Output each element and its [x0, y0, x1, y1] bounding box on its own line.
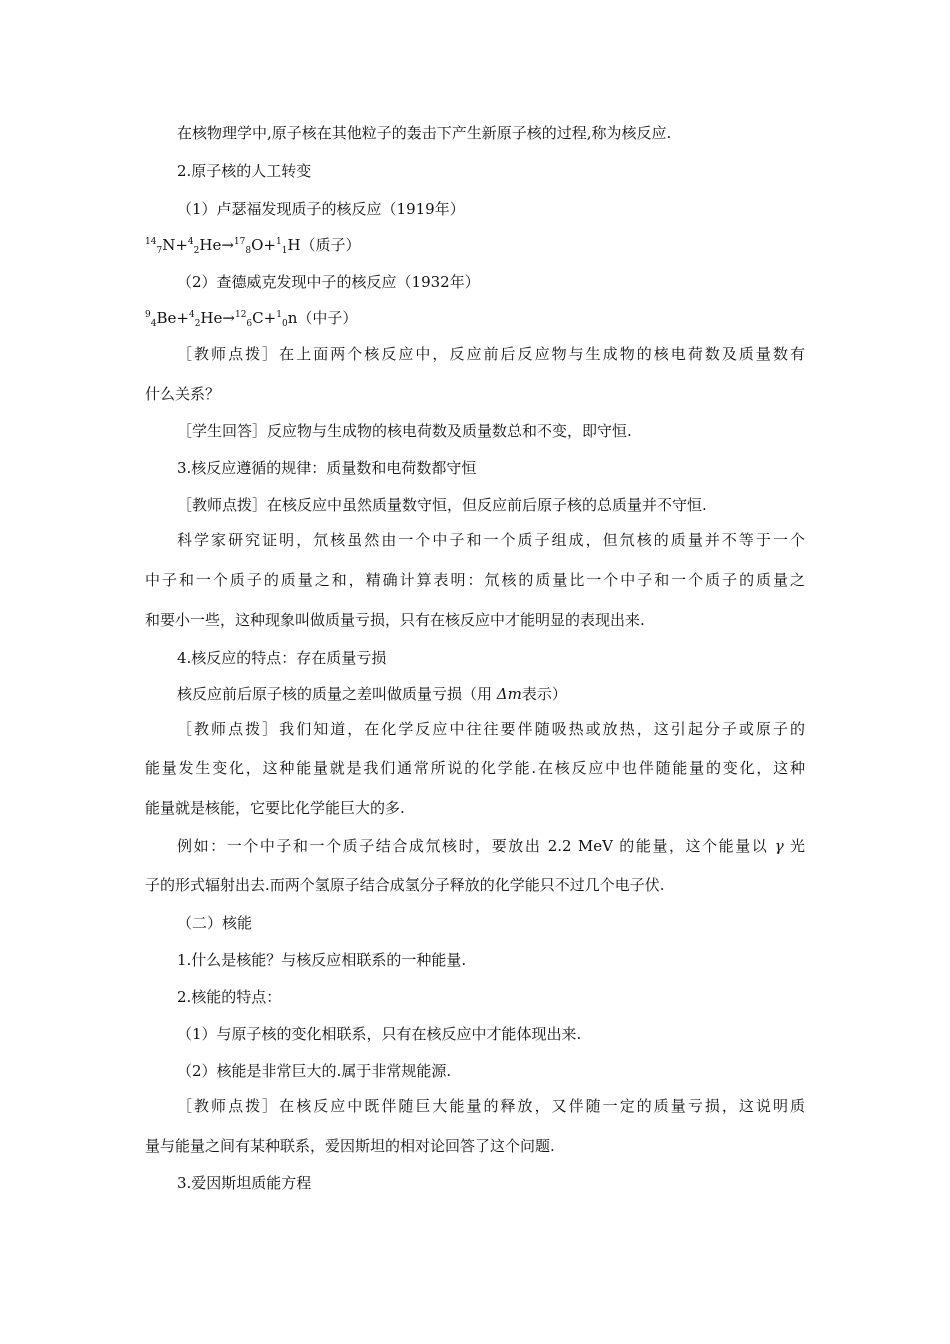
plus-sign: + — [263, 236, 276, 254]
teacher-note-einstein: ［教师点拨］在核反应中既伴随巨大能量的释放，又伴随一定的质量亏损，这说明质 — [177, 1097, 805, 1115]
example-deuteron-energy: 例如：一个中子和一个质子结合成氘核时，要放出 2.2 MeV 的能量，这个能量以 γ 光 — [177, 837, 805, 855]
plus-sign: + — [176, 309, 189, 327]
nuclide-symbol: O — [251, 236, 264, 254]
nuclide-atomic-number: 0 — [281, 319, 288, 329]
nuclide-symbol: He — [199, 236, 222, 254]
plus-sign: + — [263, 309, 277, 327]
item-chadwick-neutron: （2）查德威克发现中子的核反应（1932年） — [177, 273, 480, 291]
definition-mass-defect: 核反应前后原子核的质量之差叫做质量亏损（用 Δm表示） — [177, 685, 567, 703]
nuclide-symbol: He — [200, 309, 223, 327]
nuclide-mass-number: 1 — [275, 237, 282, 247]
paragraph-deuteron-cont1: 中子和一个质子的质量之和，精确计算表明：氘核的质量比一个中子和一个质子的质量之 — [145, 571, 805, 589]
nuclide-symbol: N — [162, 236, 176, 254]
nuclide-atomic-number: 4 — [150, 319, 157, 329]
item-rutherford-proton: （1）卢瑟福发现质子的核反应（1919年） — [177, 200, 465, 218]
teacher-note-energy: ［教师点拨］我们知道，在化学反应中往往要伴随吸热或放热，这引起分子或原子的 — [177, 720, 805, 738]
heading-artificial-transmutation: 2.原子核的人工转变 — [177, 162, 312, 180]
equation-note: （质子） — [300, 236, 361, 254]
delta-m-symbol: Δm — [496, 685, 522, 703]
paragraph-deuteron: 科学家研究证明，氘核虽然由一个中子和一个质子组成，但氘核的质量并不等于一个 — [177, 531, 805, 549]
nuclide-atomic-number: 2 — [194, 319, 201, 329]
nuclide-mass-number: 4 — [188, 310, 195, 320]
heading-nuclear-energy: （二）核能 — [177, 914, 253, 932]
heading-mass-defect: 4.核反应的特点：存在质量亏损 — [177, 649, 387, 667]
teacher-note-energy-cont1: 能量发生变化，这种能量就是我们通常所说的化学能.在核反应中也伴随能量的变化，这种 — [145, 759, 805, 777]
teacher-note-question: ［教师点拨］在上面两个核反应中，反应前后反应物与生成物的核电荷数及质量数有 — [177, 345, 805, 363]
plus-sign: + — [175, 236, 188, 254]
teacher-note-energy-cont2: 能量就是核能，它要比化学能巨大的多. — [145, 799, 405, 817]
item-what-is-nuclear-energy: 1.什么是核能？与核反应相联系的一种能量. — [177, 951, 467, 969]
nuclide-symbol: H — [287, 236, 301, 254]
heading-mass-energy-equation: 3.爱因斯坦质能方程 — [177, 1174, 312, 1192]
teacher-note-mass: ［教师点拨］在核反应中虽然质量数守恒，但反应前后原子核的总质量并不守恒. — [177, 496, 707, 514]
paragraph-deuteron-cont2: 和要小一些，这种现象叫做质量亏损，只有在核反应中才能明显的表现出来. — [145, 611, 645, 629]
nuclide-mass-number: 17 — [233, 237, 246, 247]
feature-1: （1）与原子核的变化相联系，只有在核反应中才能体现出来. — [177, 1025, 582, 1043]
nuclide-mass-number: 4 — [187, 237, 194, 247]
teacher-note-einstein-cont: 量与能量之间有某种联系，爱因斯坦的相对论回答了这个问题. — [145, 1137, 555, 1155]
feature-2: （2）核能是非常巨大的.属于非常规能源. — [177, 1062, 452, 1080]
gamma-symbol: γ — [774, 837, 784, 855]
nuclide-atomic-number: 8 — [245, 246, 252, 256]
reaction-arrow: → — [222, 309, 235, 327]
nuclide-atomic-number: 7 — [156, 246, 163, 256]
equation-note: （中子） — [297, 309, 358, 327]
nuclide-atomic-number: 2 — [193, 246, 200, 256]
nuclide-symbol: n — [287, 309, 298, 327]
nuclide-mass-number: 1 — [276, 310, 282, 320]
nuclide-mass-number: 12 — [234, 310, 247, 320]
equation-rutherford — [145, 235, 361, 255]
nuclide-atomic-number: 6 — [246, 319, 253, 329]
teacher-note-question-cont: 什么关系？ — [145, 385, 221, 403]
paragraph-nuclear-reaction-definition: 在核物理学中,原子核在其他粒子的轰击下产生新原子核的过程,称为核反应. — [177, 124, 672, 142]
item-nuclear-energy-features: 2.核能的特点： — [177, 988, 282, 1006]
nuclide-mass-number: 9 — [145, 310, 151, 320]
reaction-arrow: → — [221, 236, 234, 254]
nuclide-symbol: Be — [156, 309, 177, 327]
equation-chadwick — [145, 308, 357, 328]
student-answer: ［学生回答］反应物与生成物的核电荷数及质量数总和不变，即守恒. — [177, 422, 632, 440]
nuclide-mass-number: 14 — [145, 237, 157, 247]
nuclide-symbol: C — [252, 309, 264, 327]
nuclide-atomic-number: 1 — [281, 246, 288, 256]
example-deuteron-energy-cont: 子的形式辐射出去.而两个氢原子结合成氢分子释放的化学能只不过几个电子伏. — [145, 876, 665, 894]
heading-conservation-rule: 3.核反应遵循的规律：质量数和电荷数都守恒 — [177, 459, 477, 477]
